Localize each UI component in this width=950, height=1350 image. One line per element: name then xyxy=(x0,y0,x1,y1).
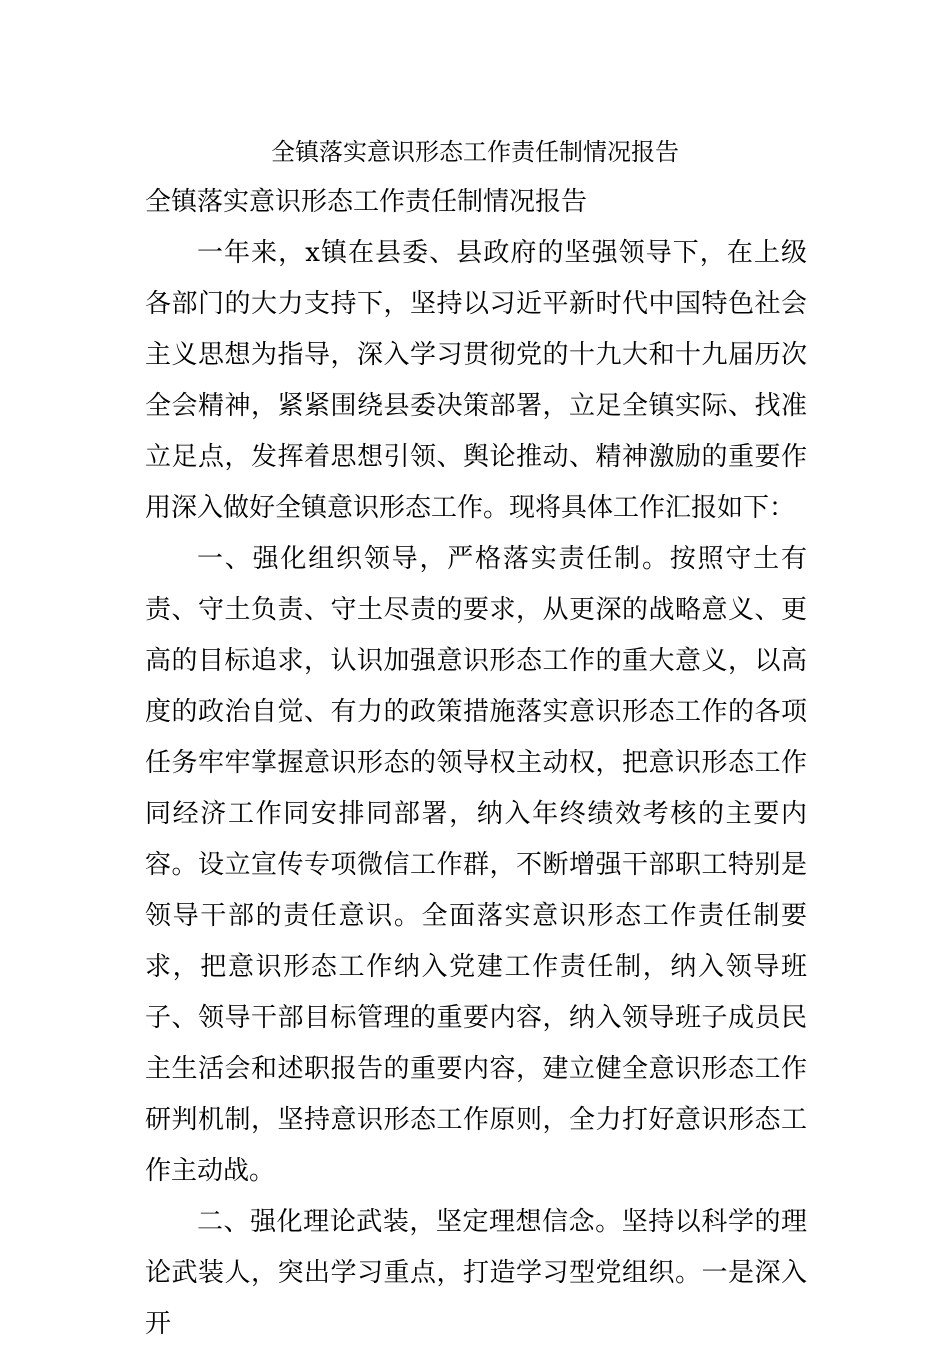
document-body xyxy=(145,177,807,1350)
document-title: 全镇落实意识形态工作责任制情况报告 xyxy=(271,138,679,166)
paragraph-section-two: 二、强化理论武装，坚定理想信念。坚持以科学的理论武装人，突出学习重点，打造学习型党组织。一是深入开 xyxy=(145,1207,807,1339)
paragraph-intro: 一年来，x镇在县委、县政府的坚强领导下，在上级各部门的大力支持下，坚持以习近平新时代中国特色社会主义思想为指导，深入学习贯彻党的十九大和十九届历次全会精神，紧紧围绕县委决策部署，立足全镇实际、找准立足点，发挥着思想引领、舆论推动、精神激励的重要作用深入做好全镇意识形态工作。现将具体工作汇报如下： xyxy=(145,238,807,523)
paragraph-section-one: 一、强化组织领导，严格落实责任制。按照守土有责、守土负责、守土尽责的要求，从更深的战略意义、更高的目标追求，认识加强意识形态工作的重大意义，以高度的政治自觉、有力的政策措施落实意识形态工作的各项任务牢牢掌握意识形态的领导权主动权，把意识形态工作同经济工作同安排同部署，纳入年终绩效考核的主要内容。设立宣传专项微信工作群，不断增强干部职工特别是领导干部的责任意识。全面落实意识形态工作责任制要求，把意识形态工作纳入党建工作责任制，纳入领导班子、领导干部目标管理的重要内容，纳入领导班子成员民主生活会和述职报告的重要内容，建立健全意识形态工作研判机制，坚持意识形态工作原则，全力打好意识形态工作主动战。 xyxy=(145,544,807,1186)
document-subtitle: 全镇落实意识形态工作责任制情况报告 xyxy=(145,187,588,217)
